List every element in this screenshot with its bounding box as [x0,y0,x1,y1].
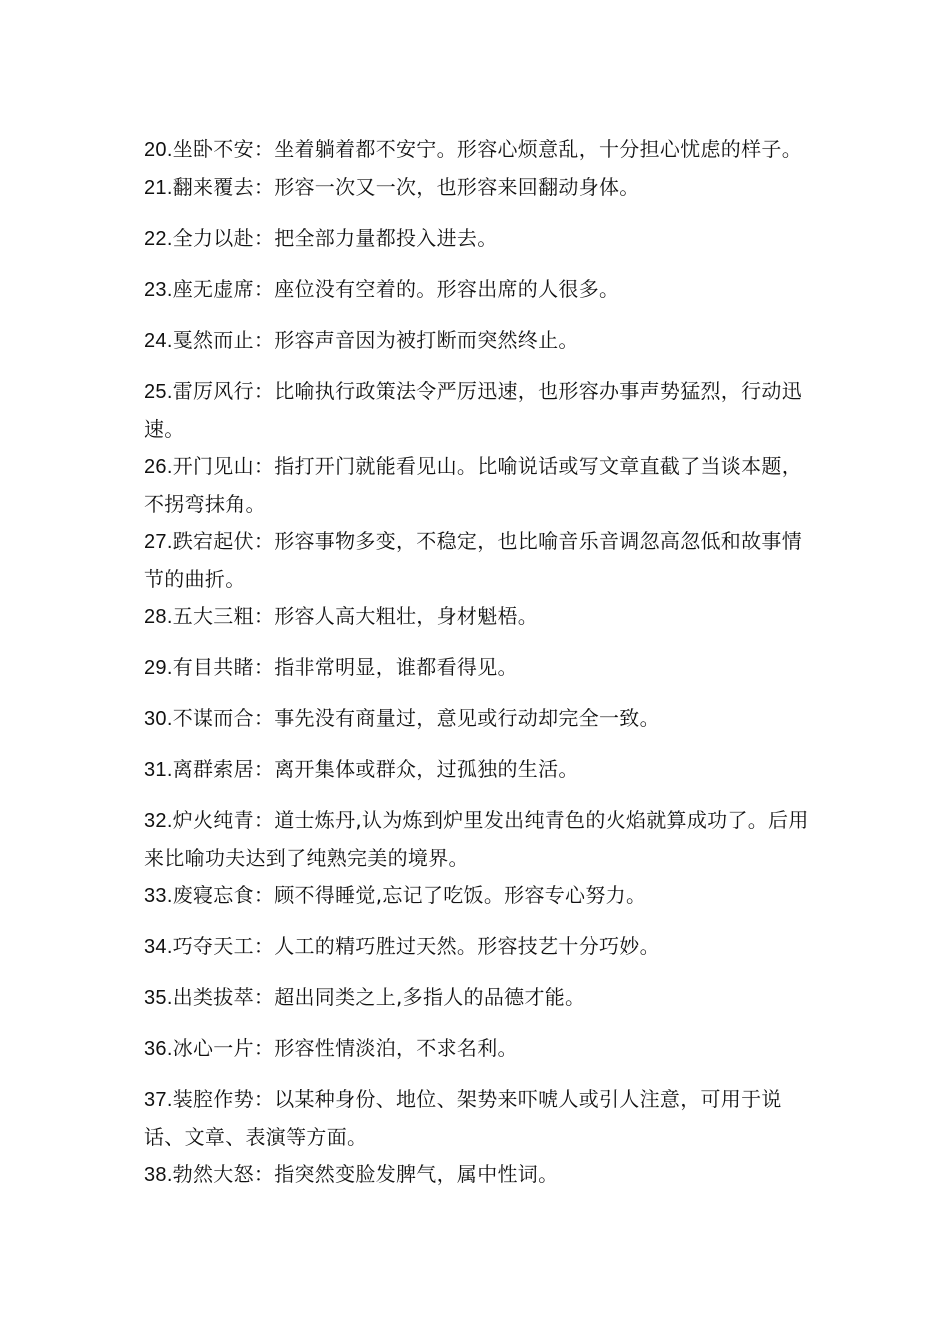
idiom-list [144,131,810,1207]
entry-text: 雷厉风行：比喻执行政策法令严厉迅速，也形容办事声势猛烈，行动迅速。 [144,379,803,441]
entry-text: 装腔作势：以某种身份、地位、架势来吓唬人或引人注意，可用于说话、文章、表演等方面。 [144,1087,782,1149]
idiom-entry-28 [144,598,810,636]
entry-number: 27. [144,531,173,553]
entry-text: 炉火纯青：道士炼丹,认为炼到炉里发出纯青色的火焰就算成功了。后用来比喻功夫达到了纯熟完美的境界。 [144,808,809,870]
idiom-entry-21 [144,169,810,207]
entry-number: 25. [144,381,173,403]
entry-number: 21. [144,177,173,199]
idiom-entry-38 [144,1156,810,1194]
entry-number: 29. [144,657,173,679]
entry-number: 31. [144,759,173,781]
entry-number: 22. [144,228,173,250]
entry-text: 五大三粗：形容人高大粗壮，身材魁梧。 [172,604,539,628]
entry-number: 23. [144,279,173,301]
entry-text: 不谋而合：事先没有商量过，意见或行动却完全一致。 [172,706,660,730]
entry-number: 30. [144,708,173,730]
idiom-entry-30 [144,700,810,738]
entry-text: 开门见山：指打开门就能看见山。比喻说话或写文章直截了当谈本题，不拐弯抹角。 [144,454,803,516]
idiom-entry-26 [144,448,810,523]
idiom-entry-35 [144,979,810,1017]
entry-number: 34. [144,936,173,958]
idiom-entry-37 [144,1081,810,1156]
idiom-entry-32 [144,802,810,877]
entry-text: 座无虚席：座位没有空着的。形容出席的人很多。 [172,277,620,301]
entry-text: 出类拔萃：超出同类之上,多指人的品德才能。 [172,985,586,1009]
entry-text: 坐卧不安：坐着躺着都不安宁。形容心烦意乱，十分担心忧虑的样子。 [172,137,803,161]
entry-number: 37. [144,1089,173,1111]
entry-number: 28. [144,606,173,628]
entry-number: 38. [144,1164,173,1186]
entry-text: 离群索居：离开集体或群众，过孤独的生活。 [172,757,579,781]
entry-text: 巧夺天工：人工的精巧胜过天然。形容技艺十分巧妙。 [172,934,660,958]
idiom-entry-24 [144,322,810,360]
entry-number: 20. [144,139,173,161]
idiom-entry-23 [144,271,810,309]
idiom-entry-34 [144,928,810,966]
idiom-entry-22 [144,220,810,258]
entry-text: 有目共睹：指非常明显，谁都看得见。 [172,655,518,679]
entry-number: 32. [144,810,173,832]
idiom-entry-36 [144,1030,810,1068]
entry-text: 翻来覆去：形容一次又一次，也形容来回翻动身体。 [172,175,640,199]
entry-number: 36. [144,1038,173,1060]
entry-text: 戛然而止：形容声音因为被打断而突然终止。 [172,328,579,352]
idiom-entry-25 [144,373,810,448]
entry-number: 24. [144,330,173,352]
entry-text: 跌宕起伏：形容事物多变，不稳定，也比喻音乐音调忽高忽低和故事情节的曲折。 [144,529,803,591]
entry-text: 冰心一片：形容性情淡泊，不求名利。 [172,1036,518,1060]
entry-number: 26. [144,456,173,478]
entry-text: 废寝忘食：顾不得睡觉,忘记了吃饭。形容专心努力。 [172,883,647,907]
entry-text: 勃然大怒：指突然变脸发脾气，属中性词。 [172,1162,559,1186]
idiom-entry-20 [144,131,810,169]
entry-text: 全力以赴：把全部力量都投入进去。 [172,226,498,250]
idiom-entry-33 [144,877,810,915]
idiom-entry-29 [144,649,810,687]
idiom-entry-31 [144,751,810,789]
idiom-entry-27 [144,523,810,598]
entry-number: 35. [144,987,173,1009]
entry-number: 33. [144,885,173,907]
